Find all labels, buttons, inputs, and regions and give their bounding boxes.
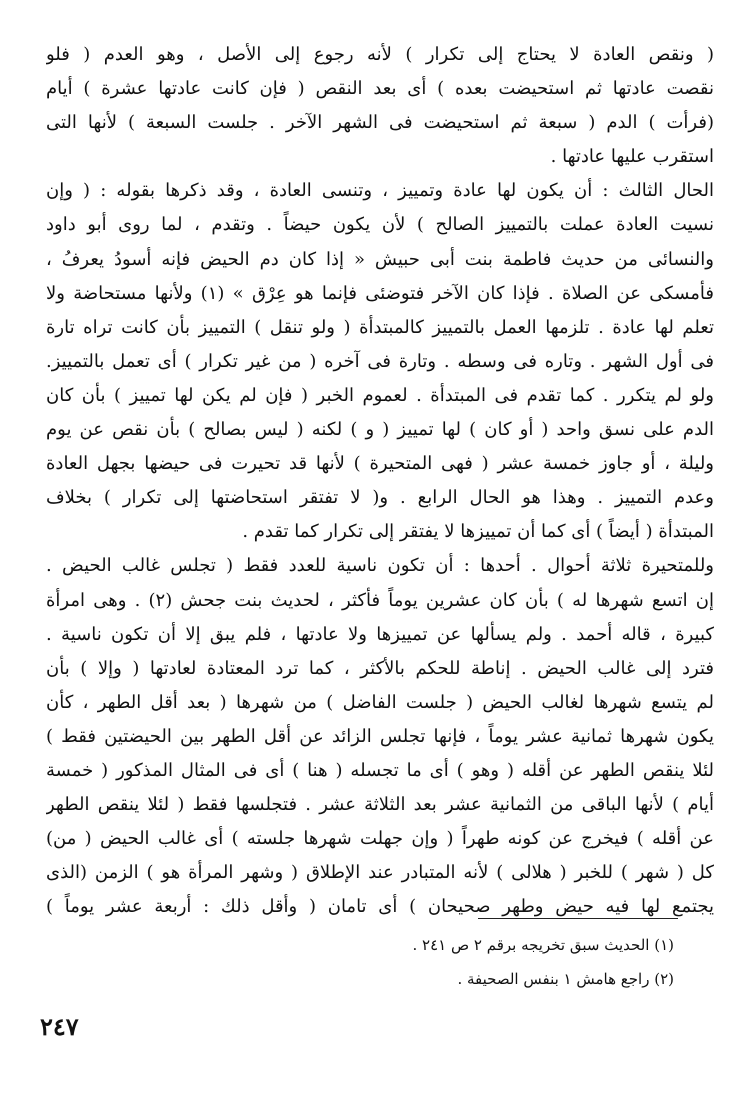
text-line: يجتمع لها فيه حيض وطهر صحيحان ) أى تامان ( وأقل ذلك : أربعة عشر يوماً ) <box>46 896 714 918</box>
text-line: فى أول الشهر . وتاره فى وسطه . وتارة فى آخره ( من غير تكرار ) أى تعمل بالتمييز. <box>46 350 714 372</box>
text-line: استقرب عليها عادتها . <box>550 146 714 168</box>
text-line: كل ( شهر ) للخبر ( هلالى ) لأنه المتبادر عند الإطلاق ( وشهر المرأة هو ) الزمن (الذى <box>46 862 714 884</box>
text-line: الحال الثالث : أن يكون لها عادة وتمييز ، وتنسى العادة ، وقد ذكرها بقوله : ( وإن <box>46 180 714 202</box>
text-line: نسيت العادة عملت بالتمييز الصالح ) لأن يكون حيضاً . وتقدم ، لما روى أبو داود <box>46 214 714 236</box>
text-line: لم يتسع شهرها لغالب الحيض ( جلست الفاضل ) من شهرها ( بعد أقل الطهر ، كأن <box>46 691 714 713</box>
text-line: ( ونقص العادة لا يحتاج إلى تكرار ) لأنه رجوع إلى الأصل ، وهو العدم ( فلو <box>46 44 714 65</box>
text-line: فترد إلى غالب الحيض . إناطة للحكم بالأكثر ، كما ترد المعتادة لعادتها ( وإلا ) بأن <box>46 657 714 679</box>
text-line: وعدم التمييز . وهذا هو الحال الرابع . و( لا تفتقر استحاضتها إلى تكرار ) بخلاف <box>46 487 714 509</box>
text-line: وللمتحيرة ثلاثة أحوال . أحدها : أن تكون ناسية للعدد فقط ( تجلس غالب الحيض . <box>46 555 714 577</box>
text-line: ولو لم يتكرر . كما تقدم فى المبتدأة . لعموم الخبر ( فإن لم يكن لها تمييز ) بأن كان <box>46 384 714 406</box>
text-line: والنسائى من حديث فاطمة بنت أبى حبيش « إذا كان دم الحيض فإنه أسودُ يعرفُ ، <box>46 248 714 270</box>
text-line: إن اتسع شهرها له ) بأن كان عشرين يوماً فأكثر ، لحديث بنت جحش (٢) . وهى امرأة <box>46 589 714 611</box>
footnote-divider <box>478 918 678 919</box>
text-line: فأمسكى عن الصلاة . فإذا كان الآخر فتوضئى فإنما هو عِرْق » (١) ولأنها مستحاضة ولا <box>46 282 714 304</box>
text-line: الدم على نسق واحد ( أو كان ) لها تمييز ( و ) لكنه ( ليس بصالح ) بأن نقص عن يوم <box>46 419 714 441</box>
text-line: لئلا ينقص الطهر عن أقله ( وهو ) أى ما تجسله ( هنا ) أى فى المثال المذكور ( خمسة <box>46 759 714 781</box>
text-line: كبيرة ، قاله أحمد . ولم يسألها عن تمييزها ولا عادتها ، فلم يبق إلا أن تكون ناسية . <box>46 623 714 645</box>
text-line: أيام ) لأنها الباقى من الثمانية عشر بعد الثلاثة عشر . فتجلسها فقط ( لئلا ينقص الطهر <box>46 794 714 816</box>
text-line: وليلة ، أو جاوز خمسة عشر ( فهى المتحيرة ) لأنها قد تحيرت فى حيضها بجهل العادة <box>46 453 714 475</box>
page-number: ٢٤٧ <box>40 1012 79 1041</box>
main-text <box>46 38 714 924</box>
text-line: المبتدأة ( أيضاً ) أى كما أن تمييزها لا يفتقر إلى تكرار كما تقدم . <box>242 521 714 543</box>
text-line: عن أقله ) فيخرج عن كونه طهراً ( وإن جهلت شهرها جلسته ) أى غالب الحيض ( من) <box>46 828 714 850</box>
text-line: يكون شهرها ثمانية عشر يوماً ، فإنها تجلس الزائد عن أقل الطهر بين الحيضتين فقط ) <box>46 725 714 747</box>
text-line: نقصت عادتها ثم استحيضت بعده ) أى بعد النقص ( فإن كانت عادتها عشرة ) أيام <box>46 78 714 100</box>
text-line: (فرأت ) الدم ( سبعة ثم استحيضت فى الشهر الآخر . جلست السبعة ) لأنها التى <box>46 112 714 134</box>
footnote-2: (٢) راجع هامش ١ بنفس الصحيفة . <box>457 970 674 988</box>
text-line: تعلم لها عادة . تلزمها العمل بالتمييز كالمبتدأة ( ولو تنقل ) التمييز بأن كانت تراه تارة <box>46 316 714 338</box>
footnote-1: (١) الحديث سبق تخريجه برقم ٢ ص ٢٤١ . <box>412 936 674 954</box>
footnotes <box>46 928 674 996</box>
